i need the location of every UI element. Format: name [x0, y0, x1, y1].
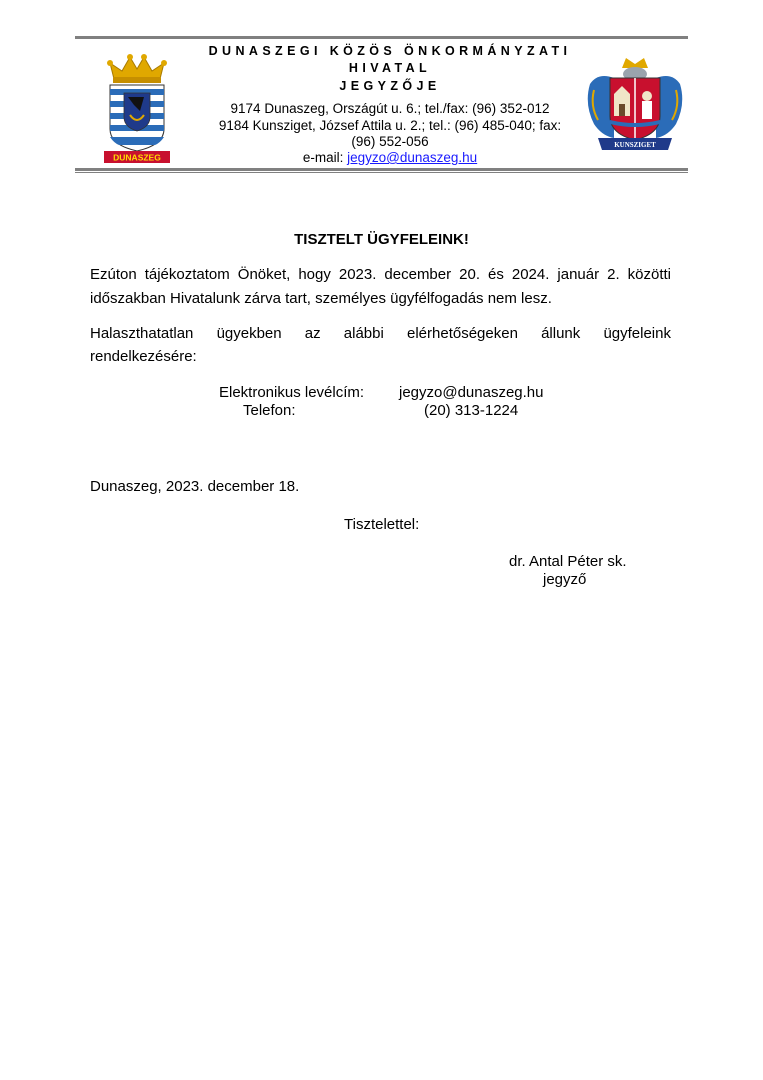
- date-line: Dunaszeg, 2023. december 18.: [90, 478, 300, 495]
- header-email-link[interactable]: jegyzo@dunaszeg.hu: [347, 150, 478, 165]
- paragraph2-line2: rendelkezésére:: [90, 348, 197, 365]
- dunaszeg-coat-of-arms-icon: [100, 53, 174, 165]
- paragraph1-line1: Ezúton tájékoztatom Önöket, hogy 2023. december 20. és 2024. január 2. közötti: [90, 266, 671, 283]
- paragraph2-line1: Halaszthatatlan ügyekben az alábbi elérhetőségeken állunk ügyfeleink: [90, 325, 671, 342]
- contact-phone-label: Telefon:: [243, 402, 296, 419]
- header-bottom-rule-thin: [75, 172, 688, 173]
- signer-title: jegyző: [543, 571, 587, 588]
- contact-email-label: Elektronikus levélcím:: [219, 384, 365, 401]
- notice-heading: TISZTELT ÜGYFELEINK!: [294, 231, 469, 248]
- svg-text:DUNASZEG: DUNASZEG: [113, 152, 161, 163]
- address-line2: 9184 Kunsziget, József Attila u. 2.; tel.: (96) 485-040; fax:: [218, 118, 562, 133]
- contact-phone-value: (20) 313-1224: [424, 402, 519, 419]
- closing-text: Tisztelettel:: [344, 516, 420, 533]
- svg-text:KUNSZIGET: KUNSZIGET: [614, 141, 656, 149]
- header-email-label: e-mail:: [302, 150, 348, 165]
- header-email-line: [190, 150, 590, 165]
- signer-name: dr. Antal Péter sk.: [509, 553, 627, 570]
- office-title-line1: DUNASZEGI KÖZÖS ÖNKORMÁNYZATI: [208, 44, 572, 58]
- address-line1: 9174 Dunaszeg, Országút u. 6.; tel./fax: (96) 352-012: [230, 101, 550, 116]
- office-title-line3: JEGYZŐJE: [339, 79, 441, 93]
- header-top-rule: [75, 36, 688, 39]
- header-bottom-rule: [75, 168, 688, 171]
- address-line3: (96) 552-056: [351, 134, 429, 149]
- paragraph1-line2: időszakban Hivatalunk zárva tart, személyes ügyfélfogadás nem lesz.: [90, 290, 552, 307]
- office-title-line2: HIVATAL: [348, 61, 432, 75]
- kunsziget-coat-of-arms-icon: [584, 54, 686, 154]
- contact-email-value: jegyzo@dunaszeg.hu: [399, 384, 544, 401]
